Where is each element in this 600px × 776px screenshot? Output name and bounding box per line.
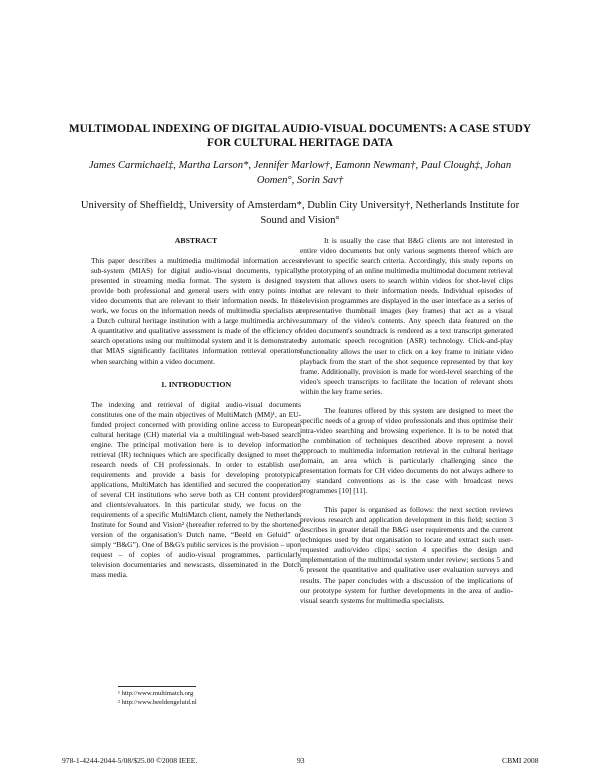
affiliations: University of Sheffield‡, University of Amsterdam*, Dublin City University†, Netherlands Institute for Sound and Vision° [80, 200, 520, 226]
right-column [300, 236, 513, 606]
body-paragraph-3: This paper is organised as follows: the next section reviews previous research and application development in this field; section 3 describes in greater detail the B&G user requirements and the current techniques used by that organisation to locate and extract such user-requested audio/video clips; section 4 specifies the design and implementation of the multimodal system under review; sections 5 and 6 present the quantitative and qualitative user evaluation surveys and results. The paper concludes with a discussion of the implications of our prototype system for further developments in the area of audio-visual search systems for multimedia specialists. [300, 505, 513, 605]
footnote-divider [118, 686, 196, 687]
left-column [91, 236, 301, 580]
introduction-paragraph: The indexing and retrieval of digital audio-visual documents constitutes one of the main objectives of MultiMatch (MM)¹, an EU-funded project concerned with providing online access to European cultural heritage (CH) material via a multilingual web-based search engine. The principal motivation here is to develop information retrieval (IR) techniques which are specifically designed to meet the research needs of CH professionals. In order to establish user requirements and provide a basis for developing prototypical applications, MultiMatch has identified and secured the cooperation of several CH institutions who serve both as CH content providers and clients/evaluators. In this particular study, we focus on the requirements of a specific MultiMatch client, namely the Netherlands Institute for Sound and Vision² (hereafter referred to by the shortened version of the organisation's Dutch name, “Beeld en Geluid” or simply “B&G”). One of B&G's public services is the provision – upon request – of copies of audio-visual programmes, particularly television documentaries and newscasts, disseminated in the Dutch mass media. [91, 399, 301, 580]
body-paragraph-1: It is usually the case that B&G clients are not interested in entire video documents but only various segments thereof which are relevant to specific search criteria. Accordingly, this study reports on the prototyping of an online multimedia multimodal document retrieval system that allows users to search within videos for shot-level clips that are relevant to their information needs. Individual episodes of television programmes are displayed in the user interface as a series of representative thumbnail images (key frames) that act as a visual summary of the video's contents. Any speech data featured on the video document's soundtrack is rendered as a text transcript generated by automatic speech recognition (ASR) technology. Click-and-play functionality allows the user to click on a key frame to initiate video playback from the start of the shot sequence represented by that key frame. Additionally, provision is made for word-level searching of the video's speech transcripts to facilitate the location of relevant shots within the key frame series. [300, 236, 513, 396]
footnote-2: ² http://www.beeldengeluid.nl [118, 699, 197, 706]
conference-label: CBMI 2008 [502, 756, 539, 765]
abstract-heading: ABSTRACT [174, 236, 218, 245]
paper-title: MULTIMODAL INDEXING OF DIGITAL AUDIO-VISUAL DOCUMENTS: A CASE STUDY FOR CULTURAL HERITAGE DATA [68, 123, 532, 149]
body-paragraph-2: The features offered by this system are designed to meet the specific needs of a group of video professionals and thus optimise their intra-video searching and browsing experience. It is to be noted that the combination of techniques described above represent a novel approach to multimedia information retrieval in the cultural heritage domain, an area which is particularly challenging since the presentation formats for CH video documents do not always adhere to any standard conventions as is the case with broadcast news programmes [10] [11]. [300, 405, 513, 496]
abstract-text: This paper describes a multimedia multimodal information access sub-system (MIAS) for digital audio-visual documents, typically presented in streaming media format. The system is designed to provide both professional and general users with entry points into video documents that are relevant to their information needs. In this work, we focus on the information needs of multimedia specialists at a Dutch cultural heritage institution with a large multimedia archive. A quantitative and qualitative assessment is made of the efficiency of search operations using our multimodal system and it is demonstrated that MIAS significantly facilitates information retrieval operations when searching within a video document. [91, 256, 301, 366]
author-list: James Carmichael‡, Martha Larson*, Jennifer Marlow†, Eamonn Newman†, Paul Clough‡, Johan Oomen°, Sorin Sav† [88, 160, 512, 186]
page-number: 93 [297, 756, 305, 765]
introduction-heading: 1. INTRODUCTION [160, 379, 232, 389]
copyright-line: 978-1-4244-2044-5/08/$25.00 ©2008 IEEE. [62, 756, 198, 765]
footnote-1: ¹ http://www.multimatch.org [118, 690, 194, 697]
